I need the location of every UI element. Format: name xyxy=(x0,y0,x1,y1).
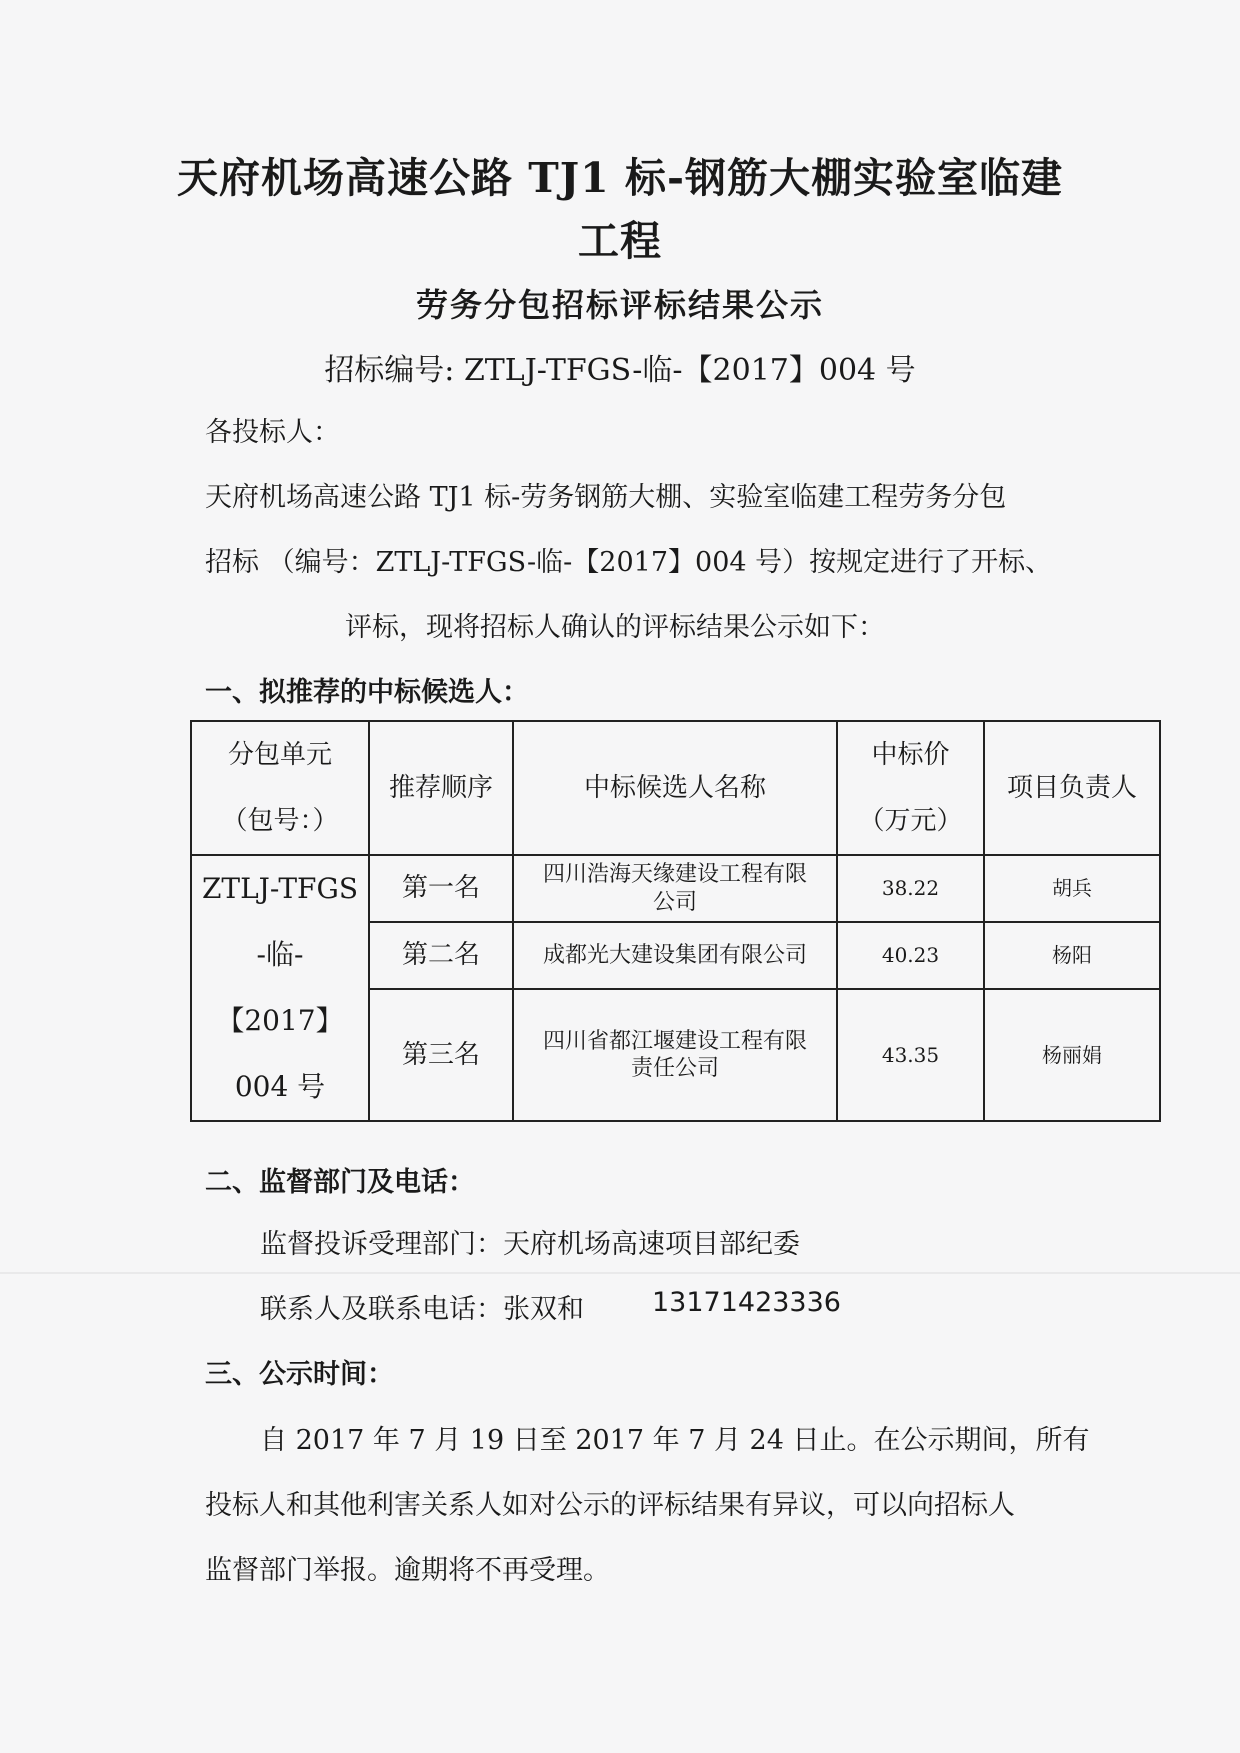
price-cell: 38.22 xyxy=(837,855,984,922)
header-package-line1: 分包单元 xyxy=(227,740,332,770)
header-manager: 项目负责人 xyxy=(984,721,1160,855)
package-id-line1: ZTLJ-TFGS xyxy=(201,872,359,905)
header-price xyxy=(837,721,984,855)
notice-line-2: 投标人和其他利害关系人如对公示的评标结果有异议，可以向招标人 xyxy=(205,1490,1015,1521)
manager-cell: 胡兵 xyxy=(984,855,1160,922)
table-row xyxy=(191,855,1160,922)
candidate-name-line1: 成都光大建设集团有限公司 xyxy=(542,942,807,968)
tender-number: 招标编号: ZTLJ-TFGS-临-【2017】004 号 xyxy=(324,353,916,388)
package-id-cell xyxy=(191,855,369,1121)
section1-heading: 一、拟推荐的中标候选人： xyxy=(205,677,529,708)
candidate-name-line1: 四川浩海天缘建设工程有限 xyxy=(542,862,807,887)
section2-heading: 二、监督部门及电话： xyxy=(205,1167,475,1198)
header-package-line2: （包号：） xyxy=(221,806,339,836)
intro-line-3: 评标，现将招标人确认的评标结果公示如下： xyxy=(345,612,885,643)
greeting: 各投标人： xyxy=(205,417,340,448)
table-header-row xyxy=(191,721,1160,855)
price-cell: 40.23 xyxy=(837,922,984,989)
supervision-dept: 监督投诉受理部门：天府机场高速项目部纪委 xyxy=(260,1229,800,1260)
notice-line-3: 监督部门举报。逾期将不再受理。 xyxy=(205,1555,610,1586)
title-line-2: 工程 xyxy=(578,217,662,265)
candidate-name-cell xyxy=(513,922,837,989)
header-price-line1: 中标价 xyxy=(871,740,950,770)
rank-cell: 第一名 xyxy=(369,855,513,922)
bid-result-table xyxy=(190,720,1161,1122)
title-line-1: 天府机场高速公路 TJ1 标-钢筋大棚实验室临建 xyxy=(177,154,1063,202)
candidate-name-cell xyxy=(513,989,837,1121)
price-cell: 43.35 xyxy=(837,989,984,1121)
contact-phone: 13171423336 xyxy=(652,1287,841,1318)
candidate-name-line1: 四川省都江堰建设工程有限 xyxy=(542,1028,807,1054)
rank-cell: 第三名 xyxy=(369,989,513,1121)
header-name: 中标候选人名称 xyxy=(513,721,837,855)
candidate-name-cell xyxy=(513,855,837,922)
candidate-name-line2: 公司 xyxy=(652,889,697,915)
intro-line-2: 招标 （编号：ZTLJ-TFGS-临-【2017】004 号）按规定进行了开标、 xyxy=(205,547,1053,578)
manager-cell: 杨阳 xyxy=(984,922,1160,989)
package-id-line2: -临- xyxy=(256,938,304,971)
package-id-line3: 【2017】 xyxy=(216,1004,344,1037)
section3-heading: 三、公示时间： xyxy=(205,1359,394,1390)
candidate-name-line2: 责任公司 xyxy=(630,1056,719,1081)
intro-line-1: 天府机场高速公路 TJ1 标-劳务钢筋大棚、实验室临建工程劳务分包 xyxy=(205,482,1007,513)
header-package xyxy=(191,721,369,855)
notice-line-1: 自 2017 年 7 月 19 日至 2017 年 7 月 24 日止。在公示期间，所有 xyxy=(260,1425,1090,1456)
manager-cell: 杨丽娟 xyxy=(984,989,1160,1121)
contact-label: 联系人及联系电话：张双和 xyxy=(260,1294,584,1325)
header-price-line2: （万元） xyxy=(858,806,963,836)
rank-cell: 第二名 xyxy=(369,922,513,989)
header-rank: 推荐顺序 xyxy=(369,721,513,855)
subtitle: 劳务分包招标评标结果公示 xyxy=(415,286,824,324)
package-id-line4: 004 号 xyxy=(234,1070,326,1103)
paper-fold xyxy=(0,1272,1240,1274)
